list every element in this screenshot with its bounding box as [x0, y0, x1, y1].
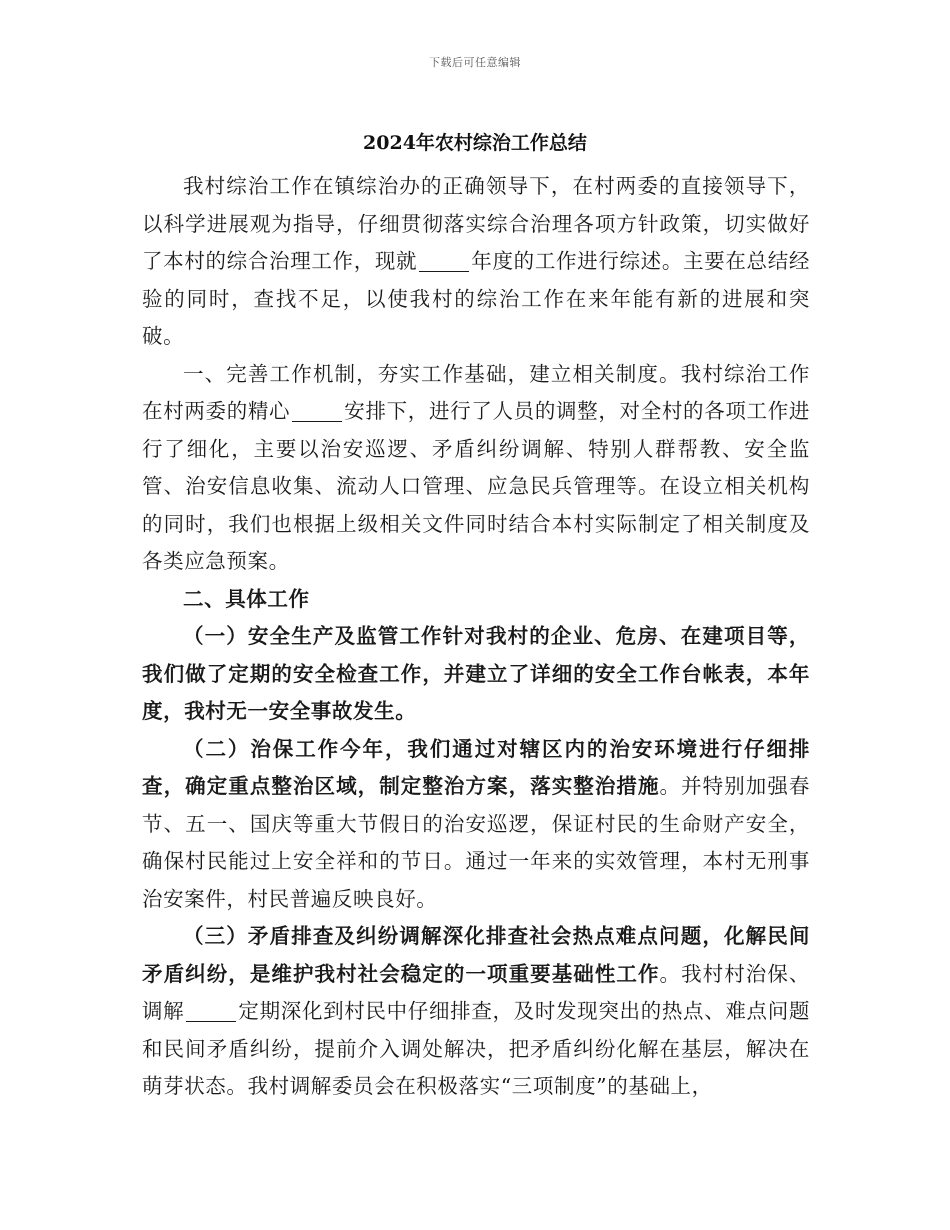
- header-note: 下载后可任意编辑: [429, 56, 521, 69]
- blank-underline: [292, 401, 342, 422]
- item1-paragraph: [142, 618, 810, 731]
- blank-underline: [419, 251, 469, 272]
- item2-paragraph: [142, 731, 810, 919]
- item2-bold-text: （二）治保工作今年，我们通过对辖区内的治安环境进行仔细排查，确定重点整治区域，制定整治方案，落实整治措施: [142, 736, 810, 798]
- blank-underline: [186, 1001, 236, 1022]
- item1-bold-text: （一）安全生产及监管工作针对我村的企业、危房、在建项目等，我们做了定期的安全检查工作，并建立了详细的安全工作台帐表，本年度，我村无一安全事故发生。: [142, 624, 810, 723]
- item3-paragraph: [142, 918, 810, 1106]
- document-title: 2024年农村综治工作总结: [363, 132, 587, 154]
- item2-text: 。并特别加强春节、五一、国庆等重大节假日的治安巡逻，保证村民的生命财产安全，确保村民能过上安全祥和的节日。通过一年来的实效管理，本村无刑事治安案件，村民普遍反映良好。: [142, 774, 810, 911]
- section1-text-2: 安排下，进行了人员的调整，对全村的各项工作进行了细化，主要以治安巡逻、矛盾纠纷调解、特别人群帮教、安全监管、治安信息收集、流动人口管理、应急民兵管理等。在设立相关机构的同时，我们也根据上级相关文件同时结合本村实际制定了相关制度及各类应急预案。: [142, 399, 811, 573]
- section1-text-1: 一、完善工作机制，夯实工作基础，建立相关制度。我村综治工作在村两委的精心: [142, 361, 810, 423]
- item3-text-2: 定期深化到村民中仔细排查，及时发现突出的热点、难点问题和民间矛盾纠纷，提前介入调处解决，把矛盾纠纷化解在基层，解决在萌芽状态。我村调解委员会在积极落实“三项制度”的基础上，: [142, 999, 811, 1098]
- section1-paragraph: [142, 356, 810, 581]
- intro-text-1: 我村综治工作在镇综治办的正确领导下，在村两委的直接领导下，以科学进展观为指导，仔细贯彻落实综合治理各项方针政策，切实做好了本村的综合治理工作，现就: [142, 174, 810, 273]
- item3-bold-text: （三）矛盾排查及纠纷调解深化排查社会热点难点问题，化解民间矛盾纠纷，是维护我村社会稳定的一项重要基础性工作: [142, 924, 810, 986]
- section2-heading: 二、具体工作: [183, 586, 310, 611]
- document-body: [142, 168, 810, 1106]
- intro-text-2: 年度的工作进行综述。主要在总结经验的同时，查找不足，以使我村的综治工作在来年能有新的进展和突破。: [142, 249, 810, 348]
- item3-text-1: 。我村村治保、调解: [142, 961, 810, 1023]
- intro-paragraph: [142, 168, 810, 356]
